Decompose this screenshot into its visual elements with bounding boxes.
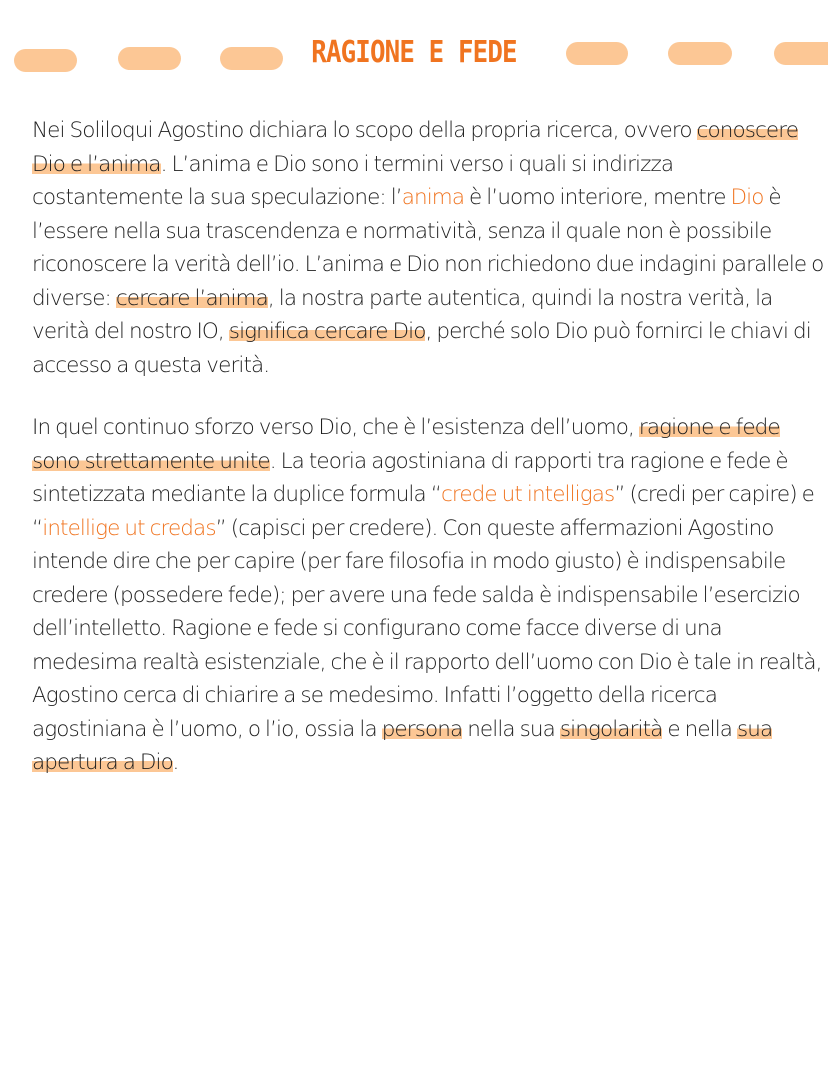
keyword-anima: anima — [401, 185, 465, 210]
keyword-intellige-ut-credas: intellige ut credas — [42, 515, 216, 541]
text-segment: ” (credi per capire) e “ — [32, 482, 814, 541]
paragraph-ragione-fede — [32, 411, 824, 780]
right-decor-pill-2 — [668, 42, 732, 65]
highlight-ragione-fede-unite: ragione e fede sono strettamente unite — [32, 415, 780, 474]
page-title: RAGIONE E FEDE — [311, 35, 517, 70]
text-segment: e nella — [662, 716, 737, 742]
text-segment: . — [172, 750, 179, 775]
text-segment: . La teoria agostiniana di rapporti tra ragione e fede è sintetizzata mediante la duplice formula “ — [32, 448, 788, 507]
text-segment: . L’anima e Dio sono i termini verso i quali si indirizza costantemente la sua speculazione: l’ — [32, 151, 674, 210]
highlight-conoscere-dio: conoscere Dio e l’anima — [32, 118, 799, 177]
highlight-cercare-dio: significa cercare Dio — [228, 319, 426, 344]
highlight-persona: persona — [381, 716, 463, 742]
text-segment: , perché solo Dio può fornirci le chiavi di accesso a questa verità. — [32, 319, 811, 378]
paragraph-soliloqui — [32, 114, 824, 382]
right-decor-pill-1 — [566, 42, 628, 65]
keyword-crede-ut-intelligas: crede ut intelligas — [440, 482, 615, 507]
highlight-cercare-anima: cercare l’anima — [115, 285, 268, 311]
right-decor-pill-3 — [774, 42, 828, 65]
text-segment: è l’uomo interiore, mentre — [464, 185, 731, 210]
text-segment: In quel continuo sforzo verso Dio, che è l’esistenza dell’uomo, — [32, 415, 639, 440]
text-segment: , la nostra parte autentica, quindi la nostra verità, la verità del nostro IO, — [32, 285, 773, 344]
keyword-dio: Dio — [730, 185, 764, 210]
text-segment: Nei Soliloqui Agostino dichiara lo scopo della propria ricerca, ovvero — [32, 118, 697, 143]
text-segment: è l’essere nella sua trascendenza e normatività, senza il quale non è possibile riconoscere la verità dell’io. L’anima e Dio non richiedono due indagini parallele o diverse: — [32, 185, 824, 311]
document-body — [32, 114, 824, 780]
text-segment: nella sua — [462, 716, 560, 742]
highlight-apertura-a-dio: sua apertura a Dio — [32, 716, 773, 775]
highlight-singolarita: singolarità — [559, 716, 663, 742]
text-segment: ” (capisci per credere). Con queste affermazioni Agostino intende dire che per capire (per fare filosofia in modo giusto) è indispensabile credere (possedere fede); per avere una fede salda è indispensabile l’esercizio dell’intelletto. Ragione e fede si configurano come facce diverse di una medesima realtà esistenziale, che è il rapporto dell’uomo con Dio è tale in realtà, Agostino cerca di chiarire a se medesimo. Infatti l’oggetto della ricerca agostiniana è l’uomo, o l’io, ossia la — [32, 515, 822, 742]
